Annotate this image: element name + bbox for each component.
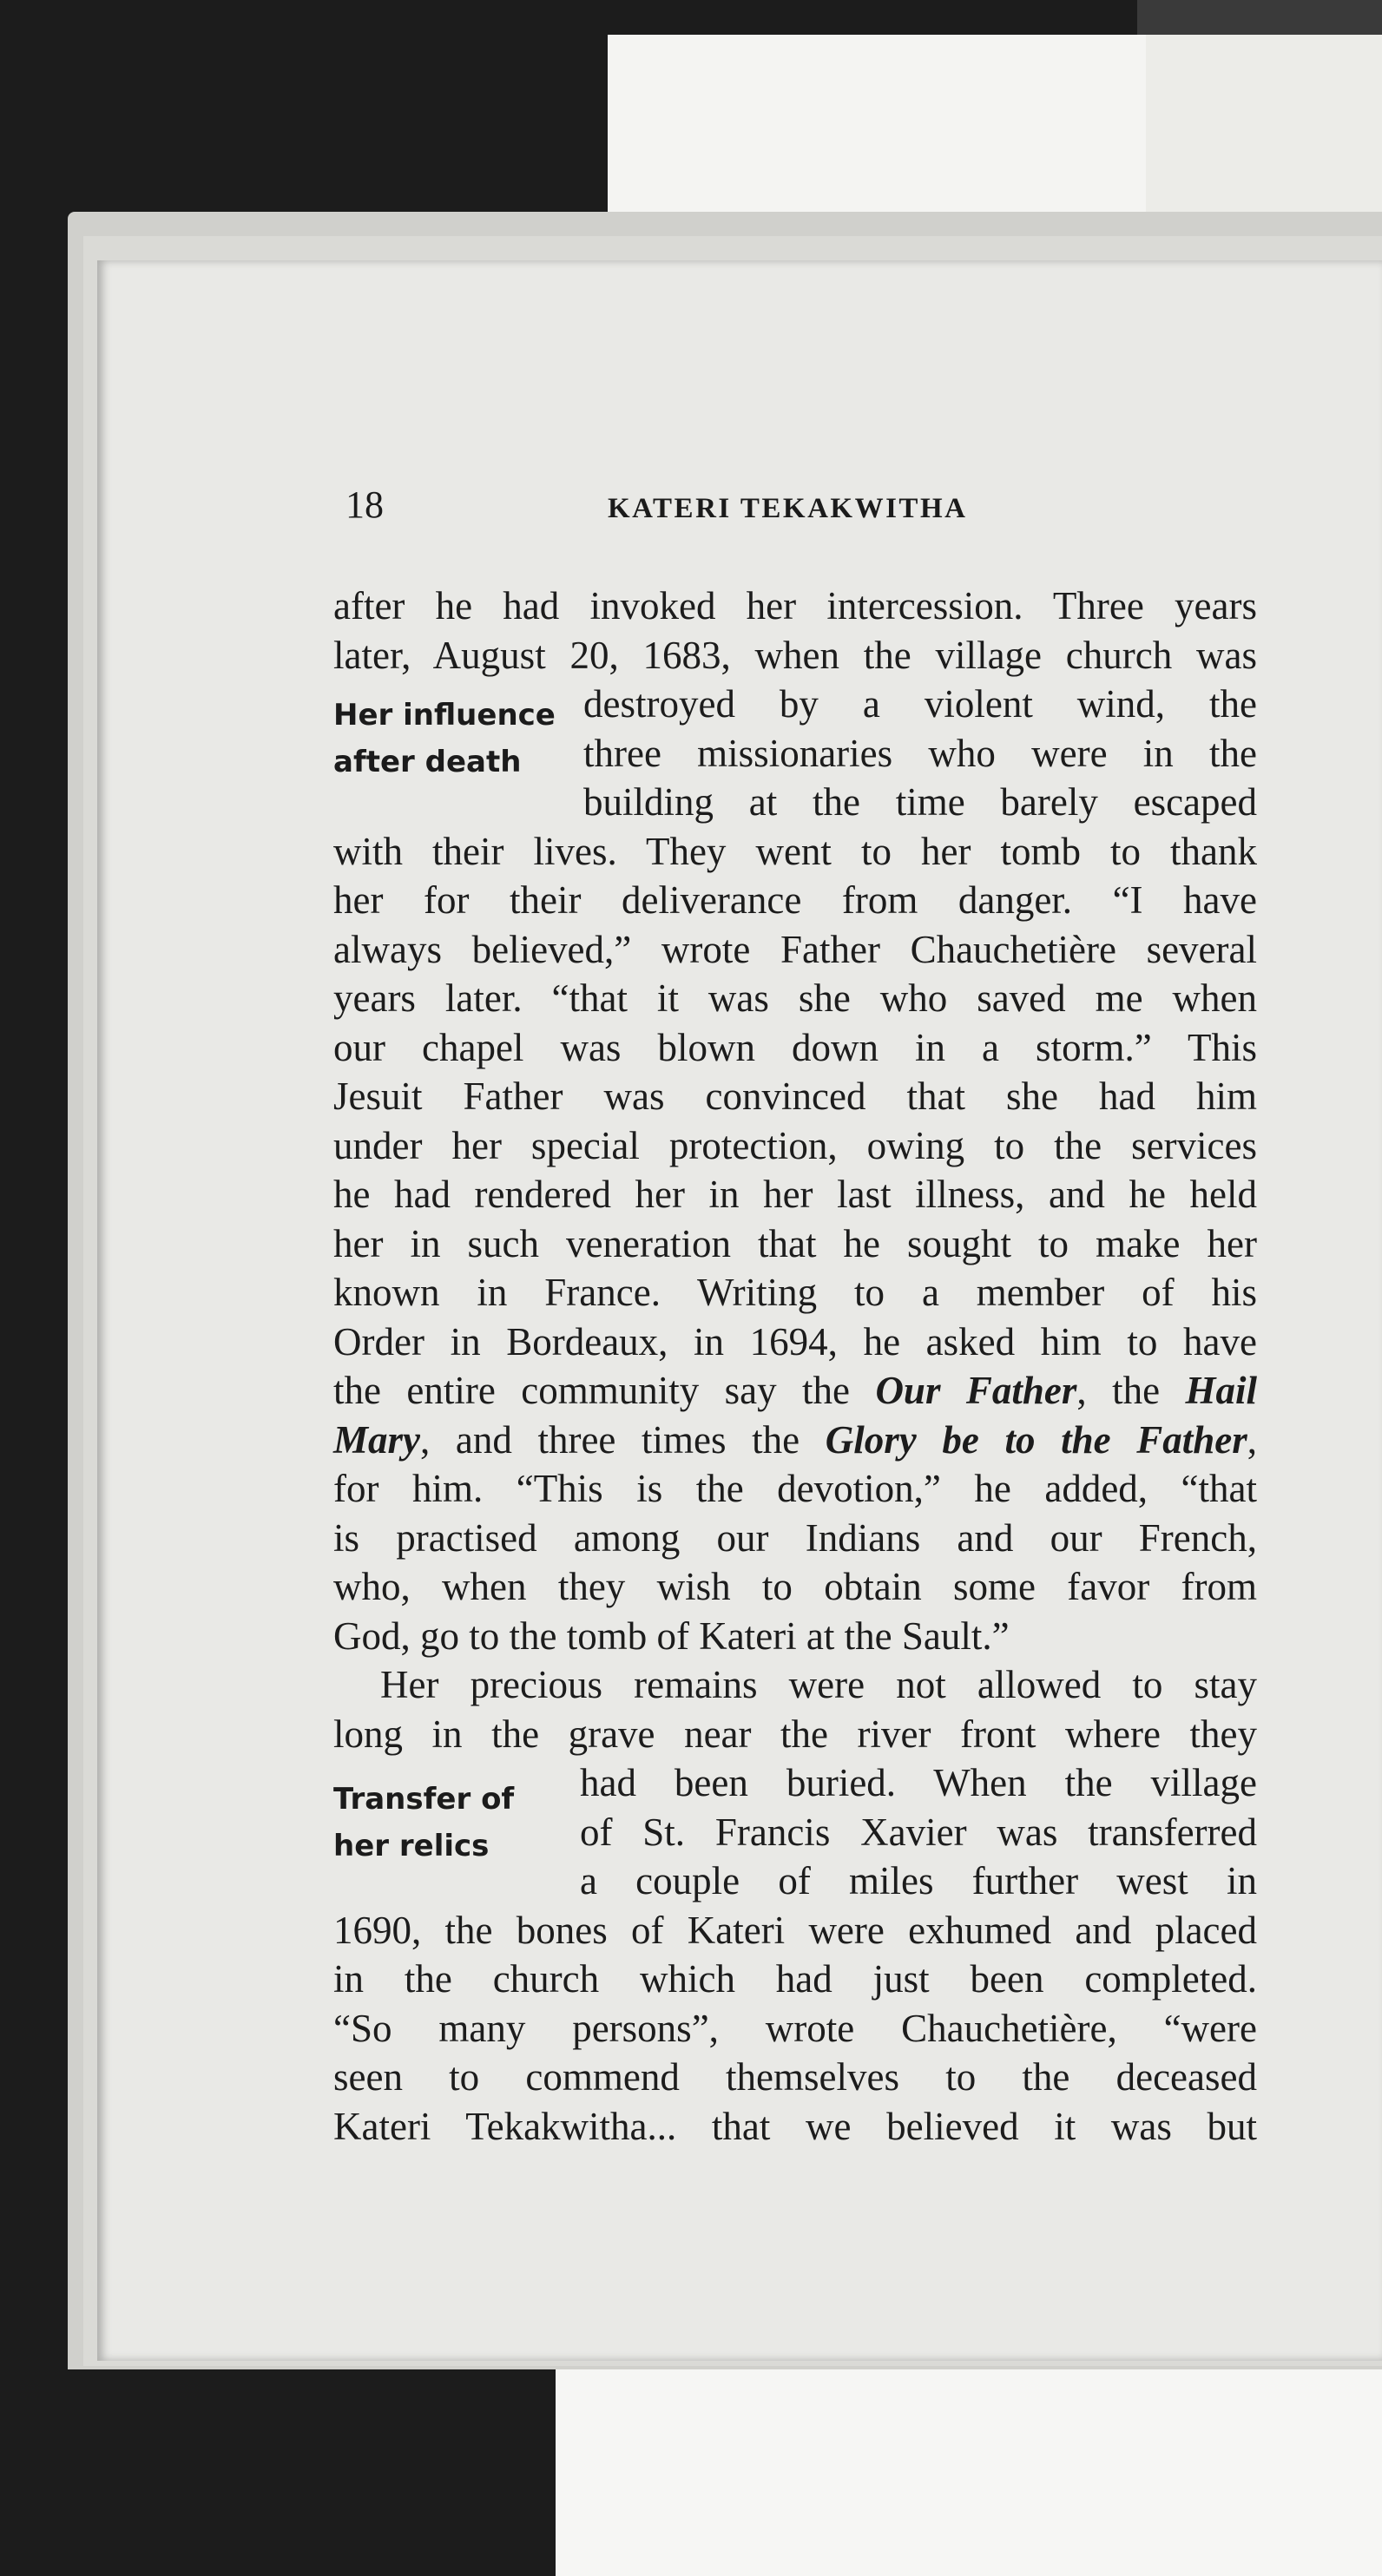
text-line	[333, 1366, 1257, 1416]
text-line: known in France. Writing to a member of his	[333, 1271, 1257, 1314]
text-line: under her special protection, owing to the services	[333, 1123, 1257, 1167]
text-line: always believed,” wrote Father Chauchetière several	[333, 927, 1257, 971]
text-line: a couple of miles further west in	[580, 1859, 1257, 1902]
text-line: he had rendered her in her last illness, and he held	[333, 1173, 1257, 1216]
prayer-title: Glory be to the Father	[825, 1417, 1247, 1462]
text-line: for him. “This is the devotion,” he added, “that	[333, 1467, 1257, 1510]
text-line: God, go to the tomb of Kateri at the Sault.”	[333, 1613, 1010, 1658]
text-line: “So many persons”, wrote Chauchetière, “were	[333, 2006, 1257, 2050]
margin-note-line: Transfer of	[333, 1782, 515, 1817]
text-run: ,	[1247, 1417, 1257, 1462]
page-number: 18	[346, 483, 384, 526]
text-line: in the church which had just been completed.	[333, 1957, 1257, 2001]
text-line: Jesuit Father was convinced that she had him	[333, 1074, 1257, 1118]
text-line: of St. Francis Xavier was transferred	[580, 1810, 1257, 1854]
text-line: long in the grave near the river front where they	[333, 1712, 1257, 1756]
text-line: her in such veneration that he sought to make her	[333, 1221, 1257, 1265]
text-line: Her precious remains were not allowed to stay	[380, 1663, 1257, 1706]
body-text	[333, 582, 1257, 2151]
text-line: Order in Bordeaux, in 1694, he asked him to have	[333, 1319, 1257, 1364]
text-line	[333, 1416, 1257, 1465]
text-line: is practised among our Indians and our French,	[333, 1515, 1257, 1560]
text-line: our chapel was blown down in a storm.” This	[333, 1025, 1257, 1069]
text-line: her for their deliverance from danger. “I have	[333, 878, 1257, 922]
running-head: KATERI TEKAKWITHA	[608, 493, 968, 524]
margin-note-line: after death	[333, 745, 522, 779]
text-run: , the	[1076, 1369, 1186, 1412]
prayer-title: Hail	[1185, 1369, 1257, 1412]
text-line: destroyed by a violent wind, the	[583, 682, 1257, 726]
paragraph-with-side-note	[333, 680, 1257, 827]
text-line: years later. “that it was she who saved me when	[333, 976, 1257, 1020]
margin-note-line: her relics	[333, 1829, 490, 1863]
scan-background-bottom	[556, 2361, 1382, 2576]
text-line: later, August 20, 1683, when the village church was	[333, 633, 1257, 677]
scan-border-top	[1137, 0, 1382, 35]
text-line: had been buried. When the village	[580, 1761, 1257, 1804]
margin-note-line: Her influence	[333, 698, 556, 733]
text-line: building at the time barely escaped	[583, 780, 1257, 824]
scan-background-top	[608, 35, 1146, 234]
paragraph-with-side-note	[333, 1758, 1257, 1906]
margin-note-transfer	[333, 1776, 514, 1870]
text-line: Kateri Tekakwitha... that we believed it was but	[333, 2104, 1257, 2148]
margin-note-her-influence	[333, 692, 556, 785]
prayer-title: Our Father	[875, 1369, 1077, 1412]
text-run: the entire community say the	[333, 1369, 876, 1412]
text-line: after he had invoked her intercession. Three years	[333, 584, 1257, 628]
text-line: who, when they wish to obtain some favor from	[333, 1565, 1257, 1608]
prayer-title: Mary	[333, 1417, 420, 1462]
text-line: seen to commend themselves to the deceased	[333, 2055, 1257, 2099]
text-line: three missionaries who were in the	[583, 731, 1257, 775]
text-line: 1690, the bones of Kateri were exhumed and placed	[333, 1908, 1257, 1952]
text-run: , and three times the	[420, 1417, 826, 1462]
text-line: with their lives. They went to her tomb to thank	[333, 829, 1257, 873]
